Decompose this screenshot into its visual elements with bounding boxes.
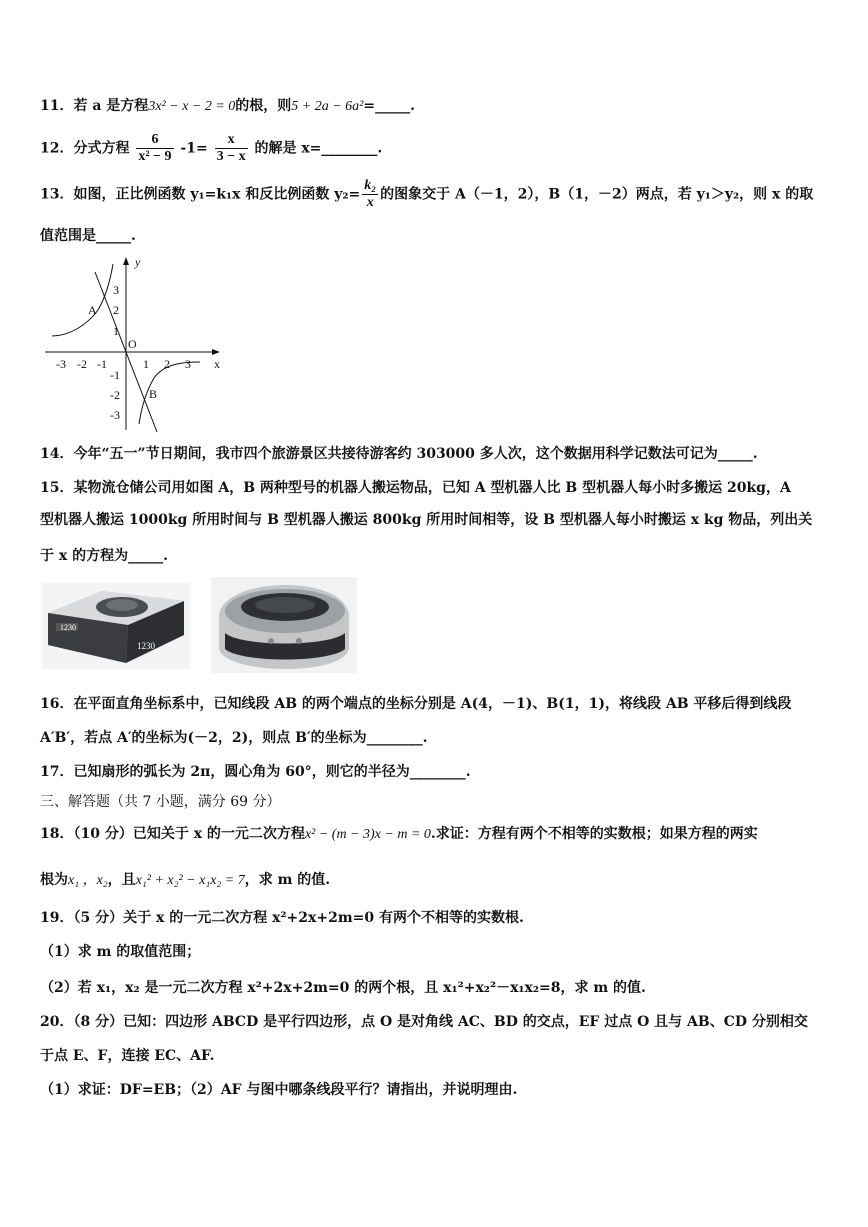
q11-equation: 3x² − x − 2 = 0	[148, 99, 236, 114]
question-12	[40, 132, 382, 165]
question-15-line3: 于 x 的方程为_____.	[40, 548, 168, 564]
robot-a-label-top: 1230	[60, 623, 76, 632]
question-14: 14．今年“五一”节日期间，我市四个旅游景区共接待游客约 303000 多人次，这个数据用科学记数法可记为_____.	[40, 446, 758, 462]
question-20-line2: 于点 E、F，连接 EC、AF.	[40, 1048, 215, 1064]
y-axis-label: y	[135, 255, 141, 269]
origin-label: O	[128, 337, 137, 351]
question-11	[40, 96, 415, 117]
q18-suffix: .求证：方程有两个不相等的实数根；如果方程的两实	[430, 826, 758, 842]
y-tick-neg2: -2	[110, 388, 120, 402]
q18-equation: x² − (m − 3)x − m = 0	[304, 827, 431, 842]
question-16-line1: 16．在平面直角坐标系中，已知线段 AB 的两个端点的坐标分别是 A(4，－1)、B(1，1)，将线段 AB 平移后得到线段	[40, 696, 792, 712]
function-graph	[40, 252, 225, 432]
q12-frac2-denominator: 3 − x	[216, 149, 246, 164]
q12-suffix: 的解是 x=________.	[254, 140, 383, 157]
q12-frac1-denominator: x² − 9	[138, 149, 172, 164]
q11-prefix: 11．若 a 是方程	[40, 98, 149, 114]
q12-prefix: 12．分式方程	[40, 140, 130, 157]
q12-mid: -1=	[180, 140, 208, 157]
x-tick-neg3: -3	[56, 357, 66, 371]
question-19-line1: 19．（5 分）关于 x 的一元二次方程 x²+2x+2m=0 有两个不相等的实数根.	[40, 910, 524, 926]
point-b-label: B	[149, 387, 158, 401]
robot-a-image	[42, 583, 190, 669]
q13-frac-denominator: x	[366, 195, 374, 210]
y-tick-1: 1	[113, 324, 119, 338]
question-20-line1: 20．（8 分）已知：四边形 ABCD 是平行四边形，点 O 是对角线 AC、BD 的交点，EF 过点 O 且与 AB、CD 分别相交	[40, 1014, 808, 1030]
x-tick-1: 1	[143, 357, 149, 371]
q12-fraction-1	[136, 132, 173, 165]
y-tick-neg3: -3	[110, 408, 120, 422]
question-19-part1: （1）求 m 的取值范围；	[40, 944, 201, 960]
question-13-line2: 值范围是_____.	[40, 228, 136, 244]
y-axis-arrow	[123, 257, 129, 265]
robot-b-image	[211, 577, 357, 673]
q12-frac1-numerator: 6	[136, 132, 173, 149]
q13-suffix: 的图象交于 A（－1，2），B（1，－2）两点，若 y₁＞y₂，则 x 的取	[380, 186, 814, 203]
question-17: 17．已知扇形的弧长为 2π，圆心角为 60°，则它的半径为________.	[40, 764, 471, 780]
x-axis-arrow	[212, 349, 220, 355]
q12-frac2-numerator: x	[215, 132, 248, 149]
point-a-label: A	[88, 303, 97, 317]
question-20-line3: （1）求证：DF=EB；（2）AF 与图中哪条线段平行？请指出，并说明理由.	[40, 1082, 518, 1098]
question-18-line2	[40, 870, 330, 891]
question-19-part2: （2）若 x₁，x₂ 是一元二次方程 x²+2x+2m=0 的两个根，且 x₁²+x₂²－x₁x₂=8，求 m 的值.	[40, 980, 646, 996]
y-tick-3: 3	[113, 283, 119, 297]
x-tick-3: 3	[185, 357, 191, 371]
y-tick-2: 2	[113, 303, 119, 317]
q18-line2-mid: ，且	[107, 872, 136, 888]
question-16-line2: A′B′，若点 A′的坐标为(－2，2)，则点 B′的坐标为________.	[40, 730, 428, 746]
question-13	[40, 178, 813, 211]
q18-roots: x₁ ，x₂	[68, 873, 108, 888]
x-tick-neg1: -1	[97, 357, 107, 371]
q12-fraction-2	[215, 132, 248, 165]
y-tick-neg1: -1	[110, 368, 120, 382]
robot-a-label-side: 1230	[137, 641, 155, 651]
q18-line2-prefix: 根为	[40, 872, 68, 888]
q11-middle: 的根，则	[235, 98, 292, 114]
q13-prefix: 13．如图，正比例函数 y₁=k₁x 和反比例函数 y₂=	[40, 186, 361, 203]
x-tick-2: 2	[164, 357, 170, 371]
question-15-line2: 型机器人搬运 1000kg 所用时间与 B 型机器人搬运 800kg 所用时间相等，设 B 型机器人每小时搬运 x kg 物品，列出关	[40, 512, 813, 528]
x-tick-neg2: -2	[77, 357, 87, 371]
q13-fraction	[362, 178, 378, 211]
hyperbola-left-branch	[52, 264, 113, 336]
question-18-line1	[40, 824, 758, 845]
q11-expression: 5 + 2a − 6a²	[291, 99, 364, 114]
section-3-heading: 三、解答题（共 7 小题，满分 69 分）	[40, 794, 281, 810]
x-axis-label: x	[214, 357, 220, 371]
q18-line2-suffix: ，求 m 的值.	[244, 872, 331, 888]
question-15-line1: 15．某物流仓储公司用如图 A，B 两种型号的机器人搬运物品，已知 A 型机器人比 B 型机器人每小时多搬运 20kg，A	[40, 480, 791, 496]
q11-suffix: =_____.	[363, 98, 415, 114]
q13-frac-numerator: k₂	[364, 178, 377, 193]
q18-prefix: 18．（10 分）已知关于 x 的一元二次方程	[40, 826, 305, 842]
q18-condition: x₁² + x₂² − x₁x₂ = 7	[135, 873, 245, 888]
